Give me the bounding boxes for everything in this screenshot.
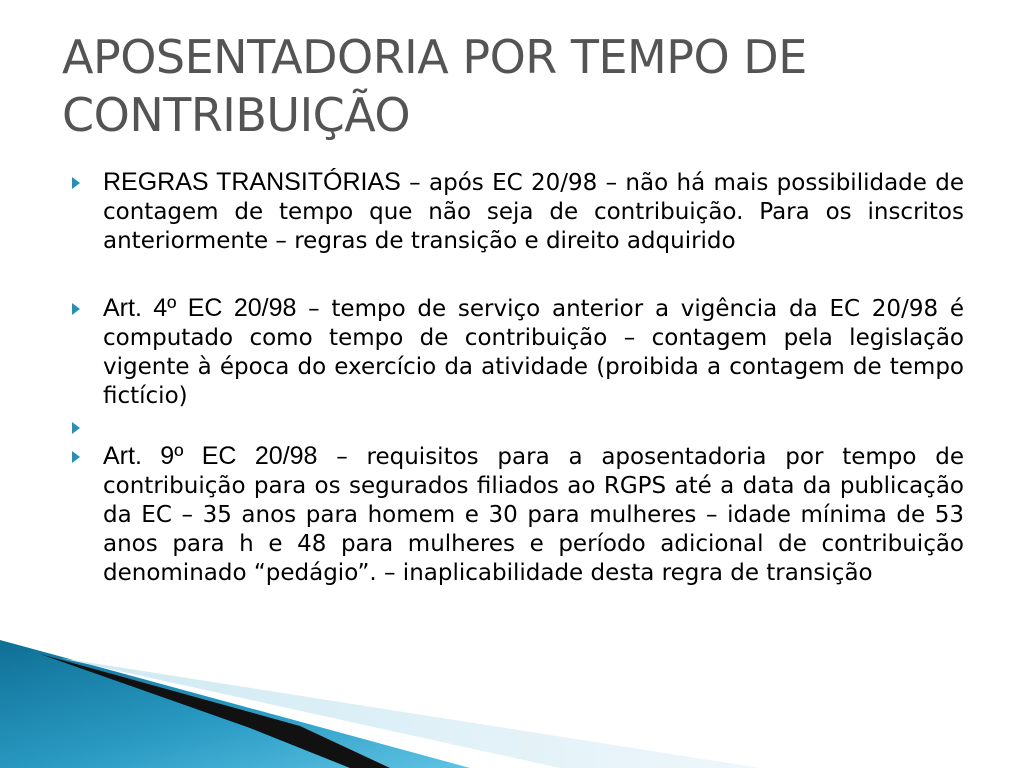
- bullet-item-art-4: [72, 294, 964, 411]
- bullet-item-empty: [72, 413, 964, 442]
- bullet-text: – requisitos para a aposentadoria por tempo de contribuição para os segurados filiados ao RGPS até a data da publicação da EC – 35 anos para homem e 30 para mulheres – idade mínima de 53 anos para h e 48 para mulheres e período adicional de contribuição denominado “pedágio”. – inaplicabilidade desta regra de transição: [103, 444, 964, 586]
- bullet-lead: REGRAS TRANSITÓRIAS: [103, 168, 401, 196]
- bullet-arrow-icon: [72, 303, 80, 315]
- slide-title-line-1: APOSENTADORIA POR TEMPO DE: [62, 30, 807, 84]
- bullet-text: – após EC 20/98 – não há mais possibilidade de contagem de tempo que não seja de contribuição. Para os inscritos anteriormente – regras de transição e direito adquirido: [103, 170, 964, 254]
- bullet-item-regras-transitorias: [72, 168, 964, 256]
- bullet-text: – tempo de serviço anterior a vigência da EC 20/98 é computado como tempo de contribuição – contagem pela legislação vigente à época do exercício da atividade (proibida a contagem de tempo fictício): [103, 296, 964, 409]
- slide-title: [62, 28, 982, 144]
- blue-band-shape: [0, 640, 470, 768]
- bullet-lead: Art. 4º EC 20/98: [103, 294, 297, 322]
- bullet-item-art-9: [72, 442, 964, 588]
- bullet-arrow-icon: [72, 422, 80, 434]
- bullet-list: [72, 168, 964, 588]
- bullet-arrow-icon: [72, 177, 80, 189]
- corner-band-decoration: [0, 640, 760, 768]
- slide-title-line-2: CONTRIBUIÇÃO: [62, 88, 411, 142]
- bullet-arrow-icon: [72, 451, 80, 463]
- bullet-lead: Art. 9º EC 20/98: [103, 442, 318, 470]
